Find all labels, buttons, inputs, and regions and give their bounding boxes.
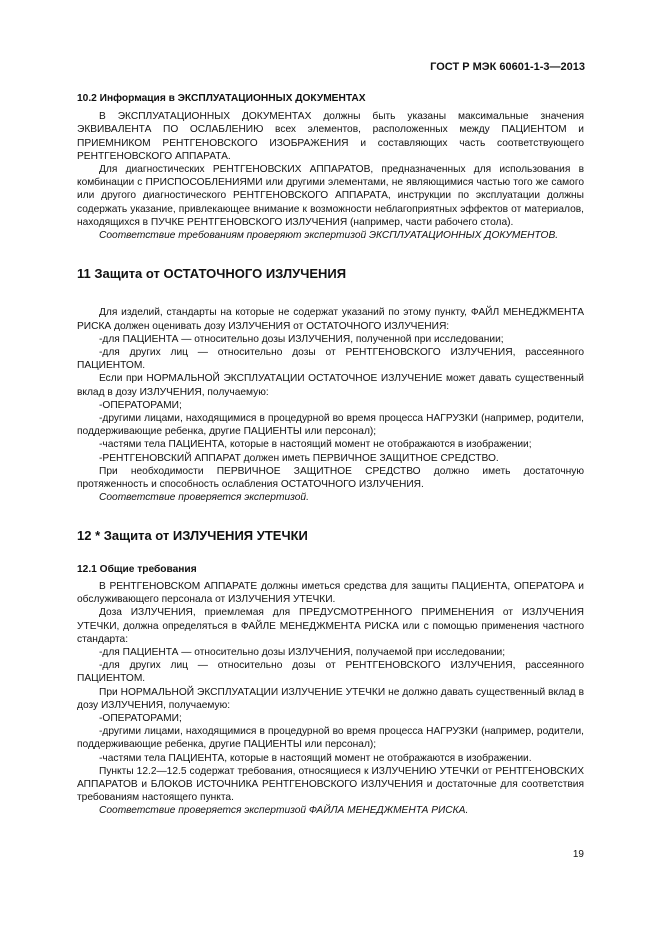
compliance-note: Соответствие требованиям проверяют экспертизой ЭКСПЛУАТАЦИОННЫХ ДОКУМЕНТОВ. [99,230,559,242]
list-item: -частями тела ПАЦИЕНТА, которые в настоящий момент не отображаются в изображении. [99,752,532,764]
list-item: -для других лиц — относительно дозы от РЕНТГЕНОВСКОГО ИЗЛУЧЕНИЯ, рассеянного ПАЦИЕНТОМ. [77,660,584,685]
list-item-text: ОПЕРАТОРАМИ; [102,712,182,724]
list-item: -ОПЕРАТОРАМИ; [99,712,182,724]
paragraph: В РЕНТГЕНОВСКОМ АППАРАТЕ должны иметься средства для защиты ПАЦИЕНТА, ОПЕРАТОРА и обслуживающего персонала от ИЗЛУЧЕНИЯ УТЕЧКИ. [77,580,584,606]
document-id: ГОСТ Р МЭК 60601-1-3—2013 [430,61,585,73]
paragraph: Для диагностических РЕНТГЕНОВСКИХ АППАРАТОВ, предназначенных для использования в комбинации с ПРИСПОСОБЛЕНИЯМИ или другими элементами, не являющимися частью того же самого или другого диагностического РЕНТГЕНОВСКОГО АППАРАТА, инструкции по эксплуатации должны содержать указание, привлекающее внимание к возможности неблагоприятных эффектов от материалов, находящихся в ПУЧКЕ РЕНТГЕНОВСКОГО ИЗЛУЧЕНИЯ (например, части рабочего стола). [77,164,584,228]
page-content [77,91,584,818]
list-item-text: другими лицами, находящимися в процедурной во время процесса НАГРУЗКИ (например, родители, поддерживающие ребенка, другие ПАЦИЕНТЫ или персонал); [77,413,584,438]
paragraph: При необходимости ПЕРВИЧНОЕ ЗАЩИТНОЕ СРЕДСТВО должно иметь достаточную протяженность и способность ослабления ОСТАТОЧНОГО ИЗЛУЧЕНИЯ. [77,465,584,491]
section-10-2-heading: 10.2 Информация в ЭКСПЛУАТАЦИОННЫХ ДОКУМЕНТАХ [77,93,366,104]
compliance-note: Соответствие проверяется экспертизой ФАЙЛА МЕНЕДЖМЕНТА РИСКА. [99,805,469,817]
compliance-note: Соответствие проверяется экспертизой. [99,492,309,504]
list-item-text: для других лиц — относительно дозы от РЕНТГЕНОВСКОГО ИЗЛУЧЕНИЯ, рассеянного ПАЦИЕНТОМ. [77,660,584,685]
list-item: -для ПАЦИЕНТА — относительно дозы ИЗЛУЧЕНИЯ, полученной при исследовании; [99,333,504,345]
list-item: -другими лицами, находящимися в процедурной во время процесса НАГРУЗКИ (например, родители, поддерживающие ребенка, другие ПАЦИЕНТЫ или персонал); [77,726,584,751]
list-item: -для других лиц — относительно дозы от РЕНТГЕНОВСКОГО ИЗЛУЧЕНИЯ, рассеянного ПАЦИЕНТОМ. [77,347,584,372]
list-item: -РЕНТГЕНОВСКИЙ АППАРАТ должен иметь ПЕРВИЧНОЕ ЗАЩИТНОЕ СРЕДСТВО. [99,452,499,464]
list-item-text: РЕНТГЕНОВСКИЙ АППАРАТ должен иметь ПЕРВИЧНОЕ ЗАЩИТНОЕ СРЕДСТВО. [102,452,499,464]
section-12-heading: 12 * Защита от ИЗЛУЧЕНИЯ УТЕЧКИ [77,528,308,544]
section-12-1-heading: 12.1 Общие требования [77,563,197,575]
paragraph: Для изделий, стандарты на которые не содержат указаний по этому пункту, ФАЙЛ МЕНЕДЖМЕНТА РИСКА должен оценивать дозу ИЗЛУЧЕНИЯ от ОСТАТОЧНОГО ИЗЛУЧЕНИЯ: [77,307,584,332]
list-item: -другими лицами, находящимися в процедурной во время процесса НАГРУЗКИ (например, родители, поддерживающие ребенка, другие ПАЦИЕНТЫ или персонал); [77,413,584,438]
list-item-text: частями тела ПАЦИЕНТА, которые в настоящий момент не отображаются в изображении. [102,752,532,764]
list-item-text: для ПАЦИЕНТА — относительно дозы ИЗЛУЧЕНИЯ, полученной при исследовании; [102,333,504,345]
section-11-heading: 11 Защита от ОСТАТОЧНОГО ИЗЛУЧЕНИЯ [77,266,347,282]
list-item-text: для других лиц — относительно дозы от РЕНТГЕНОВСКОГО ИЗЛУЧЕНИЯ, рассеянного ПАЦИЕНТОМ. [77,347,584,372]
list-item-text: частями тела ПАЦИЕНТА, которые в настоящий момент не отображаются в изображении; [102,439,532,451]
list-item: -для ПАЦИЕНТА — относительно дозы ИЗЛУЧЕНИЯ, получаемой при исследовании; [99,646,506,658]
paragraph: В ЭКСПЛУАТАЦИОННЫХ ДОКУМЕНТАХ должны быть указаны максимальные значения ЭКВИВАЛЕНТА ПО ОСЛАБЛЕНИЮ всех элементов, расположенных между ПАЦИЕНТОМ и ПРИЕМНИКОМ РЕНТГЕНОВСКОГО ИЗОБРАЖЕНИЯ и составляющих часть соответствующего РЕНТГЕНОВСКОГО АППАРАТА. [77,111,584,162]
paragraph: При НОРМАЛЬНОЙ ЭКСПЛУАТАЦИИ ИЗЛУЧЕНИЕ УТЕЧКИ не должно давать существенный вклад в дозу ИЗЛУЧЕНИЯ, получаемую: [77,686,584,711]
list-item-text: для ПАЦИЕНТА — относительно дозы ИЗЛУЧЕНИЯ, получаемой при исследовании; [102,646,506,658]
paragraph: Если при НОРМАЛЬНОЙ ЭКСПЛУАТАЦИИ ОСТАТОЧНОЕ ИЗЛУЧЕНИЕ может давать существенный вклад в дозу ИЗЛУЧЕНИЯ, получаемую: [77,373,584,398]
paragraph: Доза ИЗЛУЧЕНИЯ, приемлемая для ПРЕДУСМОТРЕННОГО ПРИМЕНЕНИЯ от ИЗЛУЧЕНИЯ УТЕЧКИ, должна определяться в ФАЙЛЕ МЕНЕДЖМЕНТА РИСКА или с помощью применения частного стандарта: [77,607,584,645]
page-number: 19 [572,849,584,860]
list-item-text: ОПЕРАТОРАМИ; [102,399,182,411]
list-item: -ОПЕРАТОРАМИ; [99,399,182,411]
list-item-text: другими лицами, находящимися в процедурной во время процесса НАГРУЗКИ (например, родители, поддерживающие ребенка, другие ПАЦИЕНТЫ или персонал); [77,726,584,751]
paragraph: Пункты 12.2—12.5 содержат требования, относящиеся к ИЗЛУЧЕНИЮ УТЕЧКИ от РЕНТГЕНОВСКИХ АППАРАТОВ и БЛОКОВ ИСТОЧНИКА РЕНТГЕНОВСКОГО ИЗЛУЧЕНИЯ и достаточные для соответствия требованиям настоящего пункта. [77,765,584,804]
list-item: -частями тела ПАЦИЕНТА, которые в настоящий момент не отображаются в изображении; [99,439,532,451]
